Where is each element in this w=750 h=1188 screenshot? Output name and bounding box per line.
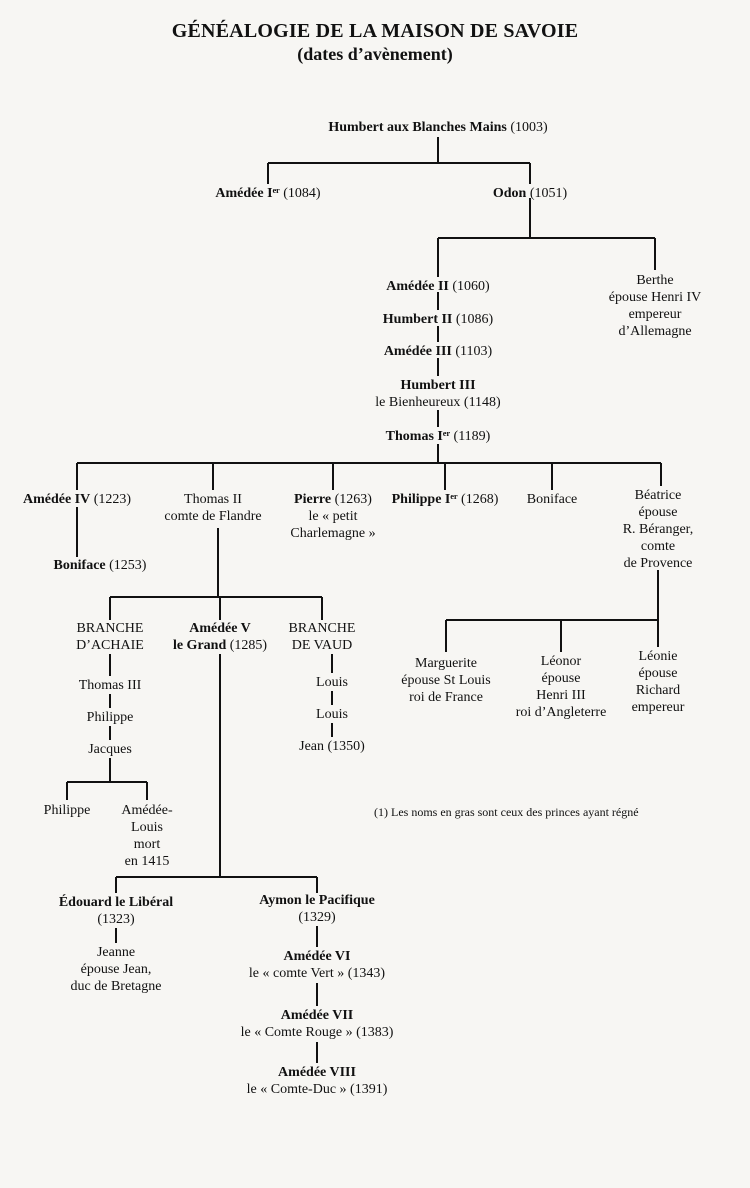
node-louis-1	[316, 674, 348, 691]
node-line: Louis	[316, 675, 348, 690]
footnote: (1) Les noms en gras sont ceux des princes ayant régné	[374, 805, 639, 819]
node-name: Édouard le Libéral	[58, 895, 174, 910]
node-line: épouse	[638, 505, 678, 520]
page-subtitle: (dates d’avènement)	[297, 44, 453, 64]
node-line: BRANCHE	[76, 621, 144, 636]
node-boniface	[527, 491, 578, 508]
node-name: Amédée VI	[283, 949, 351, 964]
node-amedee-vi	[249, 948, 385, 982]
node-name: Amédée VII	[280, 1008, 354, 1023]
node-line: Philippe	[43, 803, 91, 818]
node-line: Thomas III	[78, 678, 142, 693]
node-date: (1003)	[510, 120, 548, 135]
node-line: Louis	[316, 707, 348, 722]
node-line: DE VAUD	[291, 638, 353, 653]
node-name: Humbert II	[382, 312, 453, 327]
node-leonie	[632, 648, 685, 716]
node-line: Jean (1350)	[299, 739, 365, 754]
node-amedee-louis	[121, 802, 172, 870]
node-line: en 1415	[124, 854, 170, 869]
node-name: Amédée V	[189, 621, 251, 636]
node-line: Philippe	[86, 710, 134, 725]
node-line: Berthe	[636, 273, 674, 288]
node-line: Charlemagne »	[290, 526, 376, 541]
node-line: R. Béranger,	[622, 522, 694, 537]
node-line: mort	[133, 837, 161, 852]
node-thomas-i	[386, 428, 491, 445]
node-line: Jeanne	[96, 945, 136, 960]
node-philippe-achaie	[87, 709, 134, 726]
node-date: (1103)	[455, 344, 493, 359]
node-humbert-ii	[383, 311, 493, 328]
node-name: Odon	[492, 186, 527, 201]
node-line: épouse Henri IV	[608, 290, 702, 305]
node-line: Léonie	[638, 649, 678, 664]
node-pierre	[290, 491, 375, 542]
node-line: D’ACHAIE	[76, 638, 144, 653]
page-title: GÉNÉALOGIE DE LA MAISON DE SAVOIE	[171, 20, 579, 42]
node-name: Amédée II	[386, 279, 449, 294]
node-date: (1263)	[334, 492, 372, 507]
node-berthe	[609, 272, 702, 340]
node-line: Marguerite	[415, 656, 477, 671]
node-date: (1323)	[97, 912, 135, 927]
node-line: épouse Jean,	[80, 962, 152, 977]
node-thomas-ii	[164, 491, 261, 525]
node-amedee-iv	[23, 491, 131, 508]
node-name: Humbert III	[400, 378, 476, 393]
node-line: de Provence	[623, 556, 693, 571]
node-philippe-2	[44, 802, 91, 819]
node-date: (1189)	[453, 429, 491, 444]
node-amedee-vii	[241, 1007, 394, 1041]
node-thomas-iii	[79, 677, 142, 694]
node-line: Léonor	[540, 654, 582, 669]
node-name: Amédée VIII	[278, 1065, 356, 1080]
node-name: Aymon le Pacifique	[259, 893, 375, 908]
node-line: Béatrice	[634, 488, 682, 503]
node-name: Humbert aux Blanches Mains	[328, 120, 507, 135]
node-amedee-v	[173, 620, 267, 654]
node-boniface-1253	[54, 557, 147, 574]
node-detail: le Bienheureux (1148)	[375, 395, 501, 410]
node-odon	[493, 185, 567, 202]
node-jean-1350	[299, 738, 365, 755]
node-jacques	[88, 741, 132, 758]
node-marguerite	[401, 655, 490, 706]
node-branche-vaud	[289, 620, 356, 654]
node-name: Amédée Iᵉʳ	[215, 186, 280, 201]
node-leonor	[516, 653, 607, 721]
node-humbert-iii	[375, 377, 500, 411]
node-name: Pierre	[294, 492, 332, 507]
node-date: (1329)	[298, 910, 336, 925]
node-line: roi de France	[409, 690, 483, 705]
node-amedee-i	[215, 185, 320, 202]
node-name: Philippe Iᵉʳ	[391, 492, 458, 507]
node-line: Jacques	[88, 742, 132, 757]
node-louis-2	[316, 706, 348, 723]
node-date: (1084)	[283, 186, 321, 201]
node-beatrice	[623, 487, 694, 572]
node-line: empereur	[628, 307, 682, 322]
node-line: duc de Bretagne	[70, 979, 162, 994]
node-date: (1285)	[229, 638, 268, 653]
node-line: Amédée-	[121, 803, 173, 818]
node-date: (1223)	[93, 492, 132, 507]
node-date: (1086)	[455, 312, 494, 327]
node-date: (1060)	[452, 279, 490, 294]
node-date: (1051)	[529, 186, 568, 201]
node-line: comte	[640, 539, 676, 554]
node-name: Amédée IV	[22, 492, 91, 507]
node-line: Louis	[131, 820, 163, 835]
node-humbert-aux-blanches-mains	[328, 119, 547, 136]
node-line: Thomas II	[184, 492, 242, 507]
node-detail: le « Comte-Duc » (1391)	[246, 1082, 388, 1097]
node-name: Thomas Iᵉʳ	[385, 429, 451, 444]
node-name: Amédée III	[383, 344, 452, 359]
node-line: roi d’Angleterre	[515, 705, 607, 720]
node-line: empereur	[631, 700, 685, 715]
node-amedee-iii	[384, 343, 492, 360]
node-aymon	[259, 892, 375, 926]
node-line: épouse	[638, 666, 678, 681]
node-name: le Grand	[172, 638, 227, 653]
node-jeanne	[71, 944, 162, 995]
node-amedee-viii	[247, 1064, 388, 1098]
node-name: Boniface	[53, 558, 106, 573]
node-line: comte de Flandre	[164, 509, 262, 524]
node-line: d’Allemagne	[618, 324, 692, 339]
node-date: (1253)	[109, 558, 147, 573]
node-line: Henri III	[536, 688, 586, 703]
node-line: épouse St Louis	[401, 673, 491, 688]
node-edouard	[59, 894, 173, 928]
node-line: épouse	[541, 671, 581, 686]
node-line: BRANCHE	[288, 621, 356, 636]
node-amedee-ii	[386, 278, 489, 295]
node-date: (1268)	[461, 492, 499, 507]
node-detail: le « Comte Rouge » (1383)	[240, 1025, 394, 1040]
node-detail: le « comte Vert » (1343)	[248, 966, 386, 981]
node-branche-achaie	[76, 620, 144, 654]
node-philippe-i	[392, 491, 499, 508]
node-line: Richard	[635, 683, 681, 698]
node-line: le « petit	[308, 509, 358, 524]
node-line: Boniface	[526, 492, 578, 507]
